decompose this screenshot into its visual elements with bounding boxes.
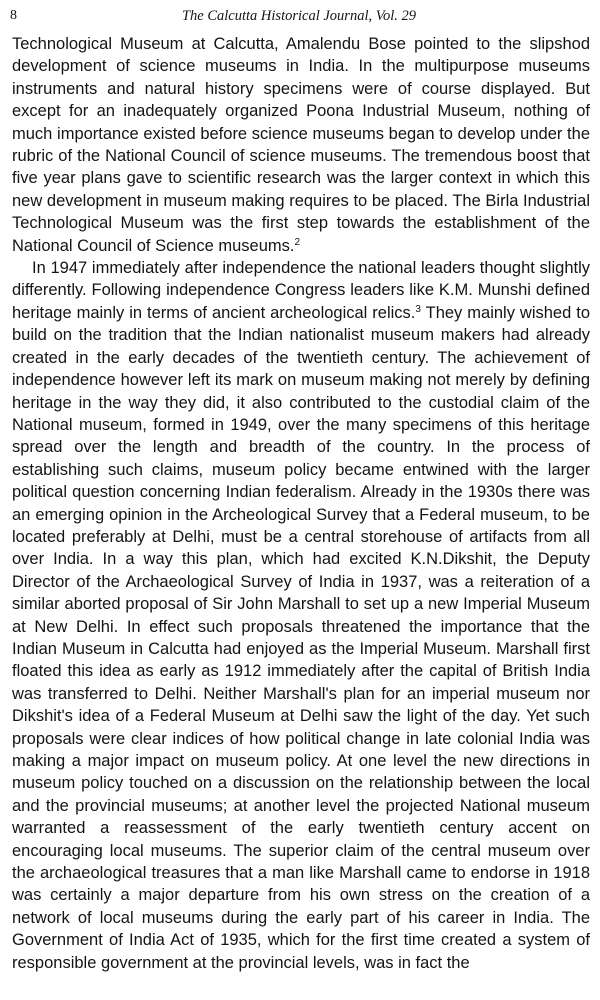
paragraph-text: Technological Museum at Calcutta, Amalendu Bose pointed to the slipshod development of science museums in India. In the multipurpose museums instruments and natural history specimens were of course displayed. But except for an inadequately organized Poona Industrial Museum, nothing of much importance existed before science museums began to develop under the rubric of the National Council of science museums. The tremendous boost that five year plans gave to scientific research was the larger context in which this new development in museum making requires to be placed. The Birla Industrial Technological Museum was the first step towards the establishment of the National Council of Science museums. bbox=[12, 35, 590, 255]
paragraph-text: In 1947 immediately after independence the national leaders thought slightly differently. Following independence Congress leaders like K.M. Munshi defined heritage mainly in terms of ancient archeological relics. bbox=[12, 259, 590, 322]
footnote-reference: 3 bbox=[415, 303, 421, 315]
body-text bbox=[12, 33, 590, 974]
paragraph-continuation bbox=[12, 33, 590, 257]
paragraph bbox=[12, 257, 590, 974]
page-number: 8 bbox=[10, 8, 17, 23]
running-head-title: The Calcutta Historical Journal, Vol. 29 bbox=[181, 8, 416, 24]
paragraph-text-tail: They mainly wished to build on the tradition that the Indian nationalist museum makers had already created in the early decades of the twentieth century. The achievement of independence however left its mark on museum making not merely by defining heritage in the way they did, it also contributed to the custodial claim of the National museum, formed in 1949, over the many specimens of this heritage spread over the length and breadth of the country. In the process of establishing such claims, museum policy became entwined with the larger political question concerning Indian federalism. Already in the 1930s there was an emerging opinion in the Archeological Survey that a Federal museum, to be located preferably at Delhi, must be a central storehouse of artifacts from all over India. In a way this plan, which had excited K.N.Dikshit, the Deputy Director of the Archaeological Survey of India in 1937, was a reiteration of a similar aborted proposal of Sir John Marshall to set up a new Imperial Museum at New Delhi. In effect such proposals threatened the importance that the Indian Museum in Calcutta had enjoyed as the Imperial Museum. Marshall first floated this idea as early as 1912 immediately after the capital of British India was transferred to Delhi. Neither Marshall's plan for an imperial museum nor Dikshit's idea of a Federal Museum at Delhi saw the light of the day. Yet such proposals were clear indices of how political change in late colonial India was making a major impact on museum policy. At one level the new directions in museum policy touched on a discussion on the relationship between the local and the provincial museums; at another level the projected National museum warranted a reassessment of the early twentieth century accent on encouraging local museums. The superior claim of the central museum over the archaeological treasures that a man like Marshall came to endorse in 1918 was certainly a major departure from his own stress on the creation of a network of local museums during the early part of his career in India. The Government of India Act of 1935, which for the first time created a system of responsible government at the provincial levels, was in fact the bbox=[12, 303, 590, 972]
footnote-reference: 2 bbox=[294, 236, 301, 248]
page-header bbox=[10, 6, 588, 28]
